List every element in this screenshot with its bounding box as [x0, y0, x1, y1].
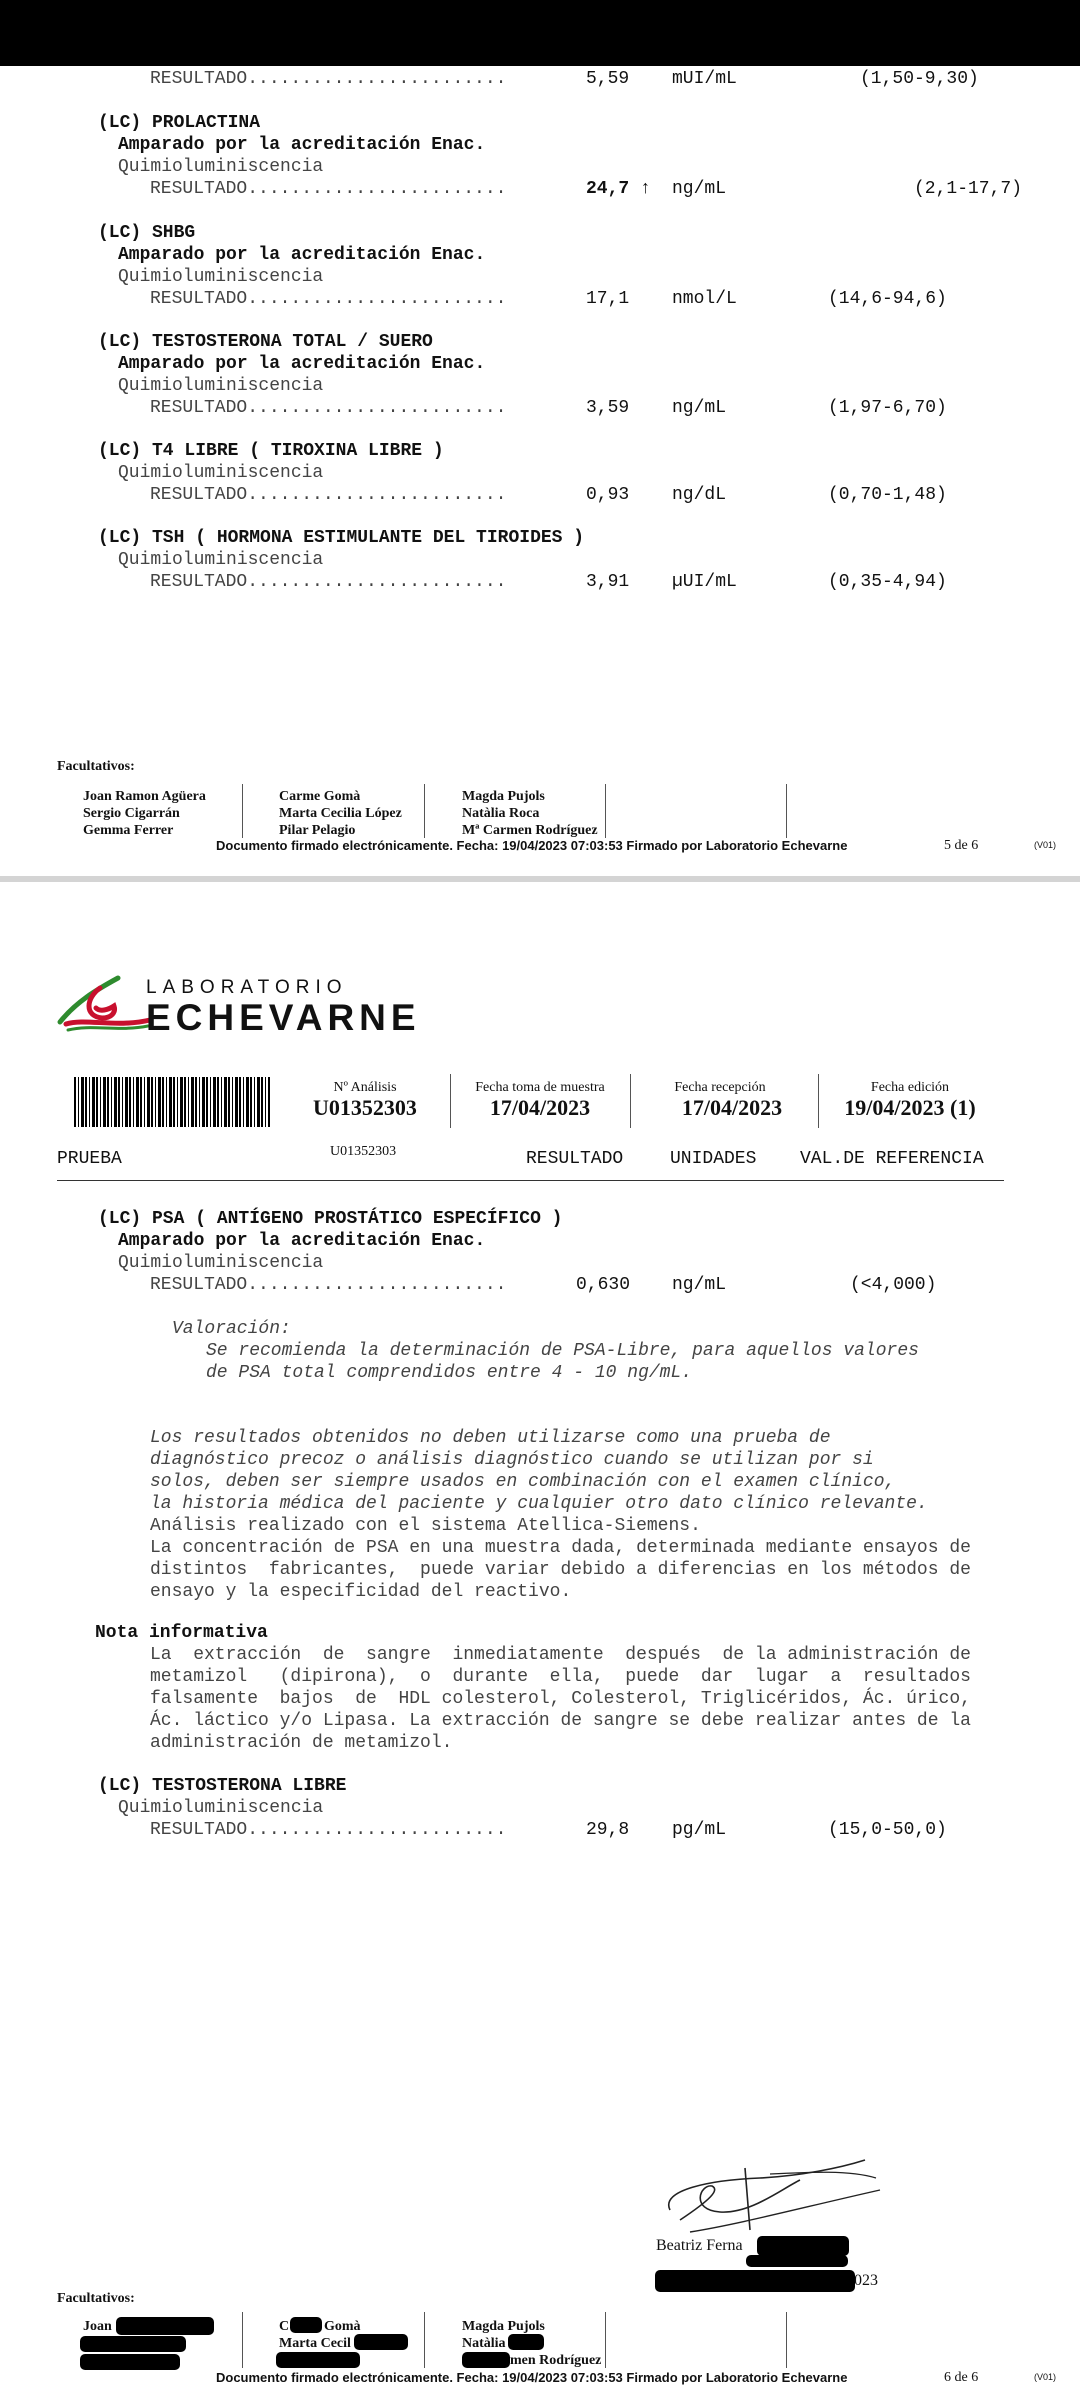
- test-name-psa: (LC) PSA ( ANTÍGENO PROSTÁTICO ESPECÍFICO ): [98, 1209, 563, 1229]
- result-range: (0,35-4,94): [828, 572, 947, 592]
- echevarne-logo-icon: [56, 972, 156, 1032]
- header-divider: [450, 1074, 451, 1128]
- result-value: 3,91: [586, 572, 630, 592]
- result-range: (<4,000): [850, 1275, 937, 1295]
- result-unit: ng/mL: [672, 398, 727, 418]
- result-range: (1,97-6,70): [828, 398, 947, 418]
- result-label: RESULTADO........................: [150, 1275, 507, 1295]
- result-label: RESULTADO........................: [150, 69, 507, 89]
- doctor-name: Joan: [83, 2319, 112, 2334]
- result-unit: pg/mL: [672, 1820, 727, 1840]
- signature-note: Documento firmado electrónicamente. Fecha: 19/04/2023 07:03:53 Firmado por Laboratorio Echevarne: [216, 2370, 848, 2385]
- psa-method-note: Análisis realizado con el sistema Atellica-Siemens. La concentración de PSA en una muestra dada, determinada mediante ensayos de distintos fabricantes, puede variar debido a diferencias en los métodos de ensayo y la especificidad del reactivo.: [150, 1516, 971, 1602]
- doctor-name: Natàlia: [462, 2336, 506, 2351]
- redaction: [508, 2334, 544, 2350]
- test-name-prolactina: (LC) PROLACTINA: [98, 113, 261, 133]
- analisis-label: Nº Análisis: [333, 1080, 397, 1095]
- handwritten-signature: [650, 2150, 890, 2240]
- test-name-tsh: (LC) TSH ( HORMONA ESTIMULANTE DEL TIROIDES ): [98, 528, 585, 548]
- footer-divider: [242, 784, 243, 838]
- valoracion-text: Se recomienda la determinación de PSA-Libre, para aquellos valores de PSA total comprendidos entre 4 - 10 ng/mL.: [206, 1341, 919, 1383]
- doctor-name: Mª Carmen Rodríguez: [462, 823, 598, 838]
- accreditation-text: Amparado por la acreditación Enac.: [118, 245, 486, 265]
- col-referencia: VAL.DE REFERENCIA: [800, 1149, 984, 1169]
- result-label: RESULTADO........................: [150, 485, 507, 505]
- toma-label: Fecha toma de muestra: [475, 1080, 605, 1095]
- redaction: [655, 2270, 855, 2292]
- result-unit: mUI/mL: [672, 69, 737, 89]
- valoracion-label: Valoración:: [172, 1319, 291, 1339]
- footer-divider: [424, 784, 425, 838]
- edicion-value: 19/04/2023 (1): [844, 1095, 976, 1120]
- signature-note: Documento firmado electrónicamente. Fecha: 19/04/2023 07:03:53 Firmado por Laboratorio Echevarne: [216, 838, 848, 853]
- top-black-bar: [0, 0, 1080, 66]
- analisis-value: U01352303: [313, 1095, 417, 1120]
- redaction: [462, 2352, 510, 2368]
- signer-date: 023: [854, 2272, 878, 2289]
- method-text: Quimioluminiscencia: [118, 376, 324, 396]
- footer-divider: [242, 2312, 243, 2368]
- footer-divider: [786, 2312, 787, 2368]
- result-unit: nmol/L: [672, 289, 737, 309]
- result-label: RESULTADO........................: [150, 289, 507, 309]
- result-range: (14,6-94,6): [828, 289, 947, 309]
- doctor-name: Magda Pujols: [462, 2319, 545, 2334]
- result-range: (1,50-9,30): [860, 69, 979, 89]
- doctor-name: Marta Cecilia López: [279, 806, 402, 821]
- page-number: 5 de 6: [944, 838, 979, 853]
- redaction: [80, 2354, 180, 2370]
- version-label: (V01): [1034, 840, 1057, 850]
- doctor-name: Gemma Ferrer: [83, 823, 174, 838]
- recepcion-label: Fecha recepción: [674, 1080, 766, 1095]
- redaction: [757, 2236, 849, 2256]
- result-label: RESULTADO........................: [150, 1820, 507, 1840]
- col-prueba: PRUEBA: [57, 1149, 122, 1169]
- redaction: [80, 2336, 186, 2352]
- result-unit: ng/dL: [672, 485, 727, 505]
- doctor-name: Carme Gomà: [279, 789, 361, 804]
- result-value: 17,1: [586, 289, 630, 309]
- test-name-testosterona-total: (LC) TESTOSTERONA TOTAL / SUERO: [98, 332, 433, 352]
- redaction: [276, 2352, 360, 2368]
- col-unidades: UNIDADES: [670, 1149, 757, 1169]
- result-label: RESULTADO........................: [150, 398, 507, 418]
- logo-text-top: LABORATORIO: [146, 977, 348, 998]
- header-divider: [630, 1074, 631, 1128]
- redaction: [290, 2317, 322, 2333]
- result-unit: ng/mL: [672, 179, 727, 199]
- redaction: [746, 2255, 848, 2267]
- method-text: Quimioluminiscencia: [118, 550, 324, 570]
- recepcion-value: 17/04/2023: [681, 1095, 783, 1120]
- doctor-name: Marta Cecil: [279, 2336, 351, 2351]
- doctor-name: Gomà: [324, 2319, 361, 2334]
- result-value: 0,93: [586, 485, 630, 505]
- method-text: Quimioluminiscencia: [118, 1798, 324, 1818]
- barcode-text: U01352303: [330, 1144, 397, 1159]
- nota-text: La extracción de sangre inmediatamente después de la administración de metamizol (dipirona), o durante ella, puede dar lugar a resultados falsamente bajos de HDL colesterol, Colesterol, Triglicéridos, Ác. úrico, Ác. láctico y/o Lipasa. La extracción de sangre se debe realizar antes de la administración de metamizol.: [150, 1645, 971, 1753]
- psa-disclaimer: Los resultados obtenidos no deben utilizarse como una prueba de diagnóstico precoz o análisis diagnóstico cuando se utilizan por si solos, deben ser siempre usados en combinación con el examen clínico, la historia médica del paciente y cualquier otro dato clínico relevante.: [150, 1428, 928, 1514]
- col-resultado: RESULTADO: [526, 1149, 624, 1169]
- accreditation-text: Amparado por la acreditación Enac.: [118, 135, 486, 155]
- result-label: RESULTADO........................: [150, 572, 507, 592]
- test-name-shbg: (LC) SHBG: [98, 223, 196, 243]
- result-unit: ng/mL: [672, 1275, 727, 1295]
- header-rule: [57, 1180, 1004, 1181]
- version-label: (V01): [1034, 2372, 1057, 2382]
- facultativos-label: Facultativos:: [57, 2291, 135, 2306]
- toma-value: 17/04/2023: [489, 1095, 591, 1120]
- nota-title: Nota informativa: [95, 1623, 268, 1643]
- edicion-label: Fecha edición: [870, 1080, 950, 1095]
- footer-divider: [424, 2312, 425, 2368]
- result-value: 5,59: [586, 69, 630, 89]
- method-text: Quimioluminiscencia: [118, 1253, 324, 1273]
- result-range: (0,70-1,48): [828, 485, 947, 505]
- signer-name: Beatriz Ferna: [656, 2237, 743, 2254]
- accreditation-text: Amparado por la acreditación Enac.: [118, 1231, 486, 1251]
- doctor-name: Natàlia Roca: [462, 806, 540, 821]
- doctor-name: Sergio Cigarrán: [83, 806, 180, 821]
- test-name-t4-libre: (LC) T4 LIBRE ( TIROXINA LIBRE ): [98, 441, 444, 461]
- footer-divider: [605, 2312, 606, 2368]
- accreditation-text: Amparado por la acreditación Enac.: [118, 354, 486, 374]
- page-number: 6 de 6: [944, 2370, 979, 2385]
- logo-text-bottom: ECHEVARNE: [146, 997, 421, 1038]
- doctor-name: C: [279, 2319, 290, 2334]
- method-text: Quimioluminiscencia: [118, 463, 324, 483]
- result-range: (2,1-17,7): [914, 179, 1023, 199]
- method-text: Quimioluminiscencia: [118, 267, 324, 287]
- barcode-icon: [74, 1077, 270, 1127]
- result-unit: µUI/mL: [672, 572, 737, 592]
- result-label: RESULTADO........................: [150, 179, 507, 199]
- facultativos-label: Facultativos:: [57, 759, 135, 774]
- page-separator: [0, 876, 1080, 882]
- redaction: [354, 2334, 408, 2350]
- redaction: [116, 2317, 214, 2335]
- doctor-name: Pilar Pelagio: [279, 823, 356, 838]
- result-value: 29,8: [586, 1820, 630, 1840]
- footer-divider: [786, 784, 787, 838]
- doctor-name: men Rodríguez: [510, 2353, 602, 2368]
- doctor-name: Joan Ramon Agüera: [83, 789, 206, 804]
- test-name-testosterona-libre: (LC) TESTOSTERONA LIBRE: [98, 1776, 347, 1796]
- footer-divider: [605, 784, 606, 838]
- result-value: 0,630: [576, 1275, 631, 1295]
- result-value-high: 24,7 ↑: [586, 179, 651, 199]
- method-text: Quimioluminiscencia: [118, 157, 324, 177]
- doctor-name: Magda Pujols: [462, 789, 545, 804]
- header-divider: [818, 1074, 819, 1128]
- result-range: (15,0-50,0): [828, 1820, 947, 1840]
- result-value: 3,59: [586, 398, 630, 418]
